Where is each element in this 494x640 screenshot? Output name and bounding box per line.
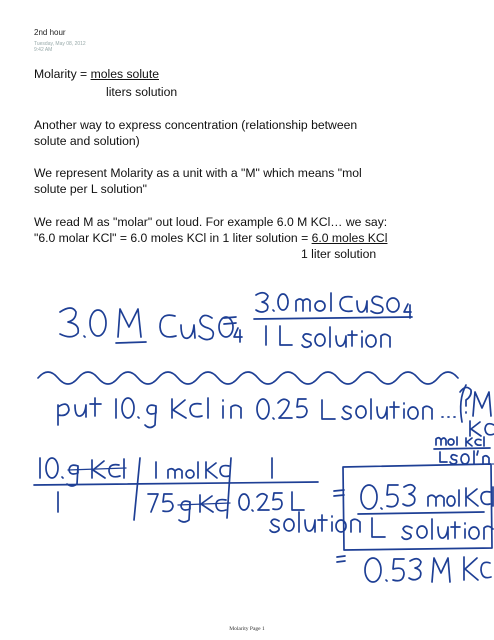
ink-example-2-problem bbox=[58, 385, 494, 464]
read-line-1: We read M as "molar" out loud. For example 6.0 M KCl… we say: bbox=[34, 215, 388, 229]
read-fraction-top: 6.0 moles KCl bbox=[311, 231, 388, 245]
page-footer: Molarity Page 1 bbox=[229, 626, 265, 632]
page-time: 9:42 AM bbox=[34, 47, 53, 53]
another-way-line-2: solute and solution) bbox=[34, 134, 140, 148]
read-line-2-prefix: "6.0 molar KCl" = 6.0 moles KCl in 1 liter solution = bbox=[34, 231, 312, 245]
ink-wavy-separator bbox=[38, 372, 458, 384]
page-date: Tuesday, May 08, 2012 bbox=[34, 41, 86, 47]
ink-example-2-setup bbox=[34, 458, 360, 532]
molarity-label: Molarity = bbox=[34, 67, 91, 81]
read-fraction-bottom: 1 liter solution bbox=[301, 247, 377, 261]
ink-example-1 bbox=[60, 293, 412, 348]
represent-line-1: We represent Molarity as a unit with a "M" which means "mol bbox=[34, 166, 362, 180]
molarity-numerator: moles solute bbox=[90, 67, 159, 81]
another-way-line-1: Another way to express concentration (relationship between bbox=[34, 118, 358, 132]
molarity-denominator: liters solution bbox=[106, 85, 178, 99]
page-title: 2nd hour bbox=[34, 28, 66, 37]
represent-line-2: solute per L solution" bbox=[34, 182, 147, 196]
